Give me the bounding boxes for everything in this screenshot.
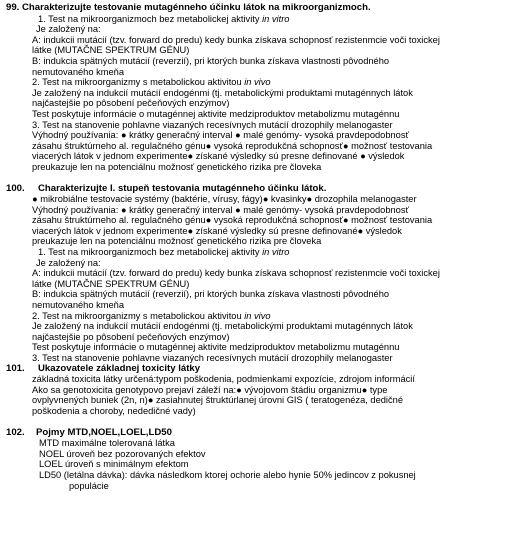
question-99 (6, 3, 506, 173)
question-number: 102. (6, 426, 25, 438)
answer-italic: in vitro (262, 13, 290, 24)
answer-line: zásahu štruktúrneho al. regulačného génu● vysoká reprodukčná schopnosť● možnosť testovania (32, 215, 433, 226)
answer-line: látke (MUTAČNE SPEKTRUM GÉNU) (32, 45, 190, 56)
question-102-answer (6, 438, 506, 491)
question-101-answer (6, 374, 506, 416)
answer-line: Výhodný používania: ● krátky generačný interval ● malé genómy- vysoká pravdepodobnosť (32, 204, 409, 215)
answer-line: LD50 (letálna dávka): dávka následkom ktorej ochorie alebo hynie 50% jedincov z pokusnej (39, 469, 416, 480)
answer-line: Výhodný používania: ● krátky generačný interval ● malé genómy- vysoká pravdepodobnosť (32, 130, 409, 141)
answer-line: Je založený na indukcií mutácií endogénmi (tj. metabolickými produktami mutagénnych látok (32, 87, 413, 98)
answer-line (32, 14, 506, 25)
answer-line: zásahu štruktúrneho al. regulačného génu● vysoká reprodukčná schopnosť● možnosť testovania (32, 140, 433, 151)
answer-text: 2. Test na mikroorganizmy s metabolickou aktivitou (32, 310, 245, 321)
answer-italic: in vivo (244, 310, 271, 321)
question-101 (6, 364, 506, 417)
answer-line: Ako sa genotoxicita genotypovo prejaví záleží na:● vývojovom štádiu organizmu● type (32, 384, 388, 395)
answer-line: B: indukcia spätných mutácií (reverzií), pri ktorých bunka získava vlastnosti pôvodného (32, 55, 390, 66)
question-101-heading (6, 364, 506, 375)
answer-line: A: indukcii mutácií (tzv. forward do predu) kedy bunka získava schopnosť rezistenmcie voči toxickej (32, 34, 440, 45)
question-100 (6, 184, 506, 364)
answer-text: 1. Test na mikroorganizmoch bez metabolickej aktivity (38, 247, 263, 258)
answer-line: Je založený na indukcií mutácií endogénmi (tj. metabolickými produktami mutagénnych látok (32, 321, 413, 332)
answer-line: preukazuje len na potenciálnu možnosť genetického rizika pre človeka (32, 236, 322, 247)
question-number: 101. (6, 362, 25, 374)
question-102 (6, 428, 506, 492)
answer-line: Test poskytuje informácie o mutagénnej aktivite medziproduktov metabolizmu mutagénnu (32, 342, 400, 353)
question-number: 100. (6, 182, 25, 194)
answer-line: Je založený na: (36, 24, 101, 35)
answer-line: 3. Test na stanovenie pohlavne viazaných recesívnych mutácií drozophily melanogaster (32, 353, 393, 363)
answer-line: nemutovaného kmeňa (32, 66, 124, 77)
answer-line: LOEL úroveň s minimálnym efektom (39, 459, 189, 470)
answer-text: 1. Test na mikroorganizmoch bez metabolickej aktivity (38, 13, 263, 24)
answer-italic: in vitro (262, 247, 290, 258)
question-100-answer (6, 194, 506, 364)
answer-line (32, 77, 506, 88)
question-99-heading: 99. Charakterizujte testovanie mutagénneho účinku látok na mikroorganizmoch. (6, 2, 371, 13)
answer-line: NOEL úroveň bez pozorovaných efektov (39, 448, 206, 459)
answer-line: viacerých látok v jednom experimente● získané výsledky sú presne definované ● výsledok (32, 151, 405, 162)
answer-line: látke (MUTAČNE SPEKTRUM GÉNU) (32, 278, 190, 289)
question-102-heading (6, 428, 506, 439)
answer-line: MTD maximálne tolerovaná látka (39, 438, 175, 449)
answer-line (32, 311, 506, 322)
answer-line: B: indukcia spätných mutácií (reverzií), pri ktorých bunka získava vlastnosti pôvodného (32, 289, 390, 300)
answer-line: najčastejšie po pôsobení pečeňových enzýmov) (32, 98, 230, 109)
answer-line: preukazuje len na potenciálnu možnosť genetického rizika pre človeka (32, 161, 322, 172)
answer-line: najčastejšie po pôsobení pečeňových enzýmov) (32, 331, 230, 342)
question-99-answer (6, 14, 506, 173)
answer-line: poškodenia a choroby, nededičné vady) (32, 405, 196, 416)
answer-italic: in vivo (244, 77, 271, 88)
answer-line: Je založený na: (36, 257, 101, 268)
answer-line (32, 247, 506, 258)
answer-line: A: indukcii mutácií (tzv. forward do predu) kedy bunka získava schopnosť rezistenmcie voči toxickej (32, 268, 440, 279)
answer-line: ● mikrobiálne testovacie systémy (baktérie, vírusy, fágy)● kvasinky● drozophila melanogaster (32, 194, 417, 205)
question-title: Ukazovatele základnej toxicity látky (38, 362, 201, 374)
answer-line: ovplyvnených buniek (2n, n)● zasiahnutej štruktúrlanej úrovni GIS ( teratogenéza, dedičné (32, 395, 403, 406)
answer-text: 2. Test na mikroorganizmy s metabolickou aktivitou (32, 77, 245, 88)
question-100-heading (6, 184, 506, 195)
answer-line: základná toxicita látky určená:typom poškodenia, podmienkami expozície, zdrojom informácií (32, 374, 415, 385)
answer-line: nemutovaného kmeňa (32, 300, 124, 311)
answer-line: Test poskytuje informácie o mutagénnej aktivite medziproduktov metabolizmu mutagénnu (32, 108, 400, 119)
answer-line: 3. Test na stanovenie pohlavne viazaných recesívnych mutácií drozophily melanogaster (32, 119, 393, 130)
document-page (6, 3, 506, 491)
answer-line: viacerých látok v jednom experimente● získané výsledky sú presne definované● výsledok (32, 225, 402, 236)
question-title: Pojmy MTD,NOEL,LOEL,LD50 (36, 426, 172, 438)
question-title: Charakterizujte I. stupeň testovania mutagénneho účinku látok. (38, 182, 327, 194)
answer-line: populácie (69, 480, 109, 491)
